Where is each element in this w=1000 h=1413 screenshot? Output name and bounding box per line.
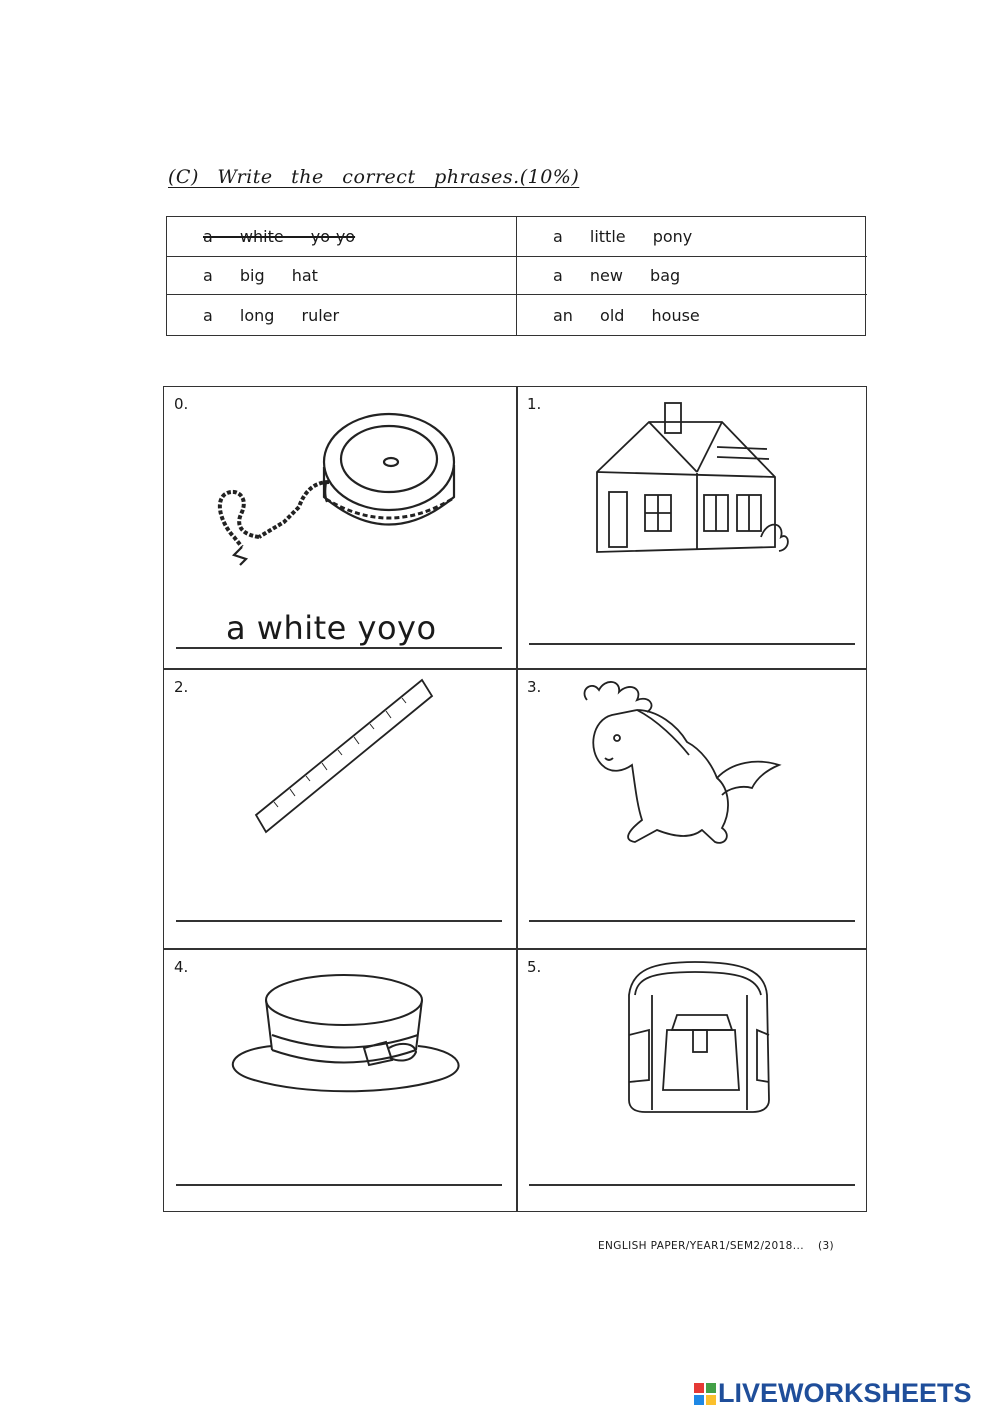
item-cell-5 — [517, 950, 867, 1211]
section-title: (C) Write the correct phrases.(10%) — [168, 166, 580, 188]
pony-picture — [517, 670, 867, 948]
brand-watermark — [694, 1378, 972, 1409]
brand-logo-icon — [694, 1383, 716, 1405]
hat-picture — [164, 950, 514, 1211]
item-number: 4. — [174, 958, 189, 976]
page-number: (3) — [817, 1240, 835, 1252]
item-cell-2 — [164, 670, 514, 948]
footer-text: ENGLISH PAPER/YEAR1/SEM2/2018... — [598, 1240, 804, 1252]
answer-line[interactable] — [529, 1184, 855, 1186]
item-number: 3. — [527, 678, 542, 696]
backpack-picture — [517, 950, 867, 1211]
item-cell-4 — [164, 950, 514, 1211]
item-cell-0 — [164, 387, 514, 668]
word-bank-cell: a little pony — [517, 217, 867, 257]
word-bank-cell: a new bag — [517, 257, 867, 295]
item-cell-3 — [517, 670, 867, 948]
item-cell-1 — [517, 387, 867, 668]
word-bank-cell: a white yo-yo — [167, 217, 517, 257]
answer-text: a white yoyo — [226, 609, 437, 647]
answer-line[interactable] — [176, 1184, 502, 1186]
word-bank-cell: a big hat — [167, 257, 517, 295]
item-number: 2. — [174, 678, 189, 696]
answer-line[interactable] — [529, 643, 855, 645]
picture-grid — [163, 386, 867, 1212]
word-bank-table — [166, 216, 866, 336]
house-picture — [517, 387, 867, 668]
item-number: 5. — [527, 958, 542, 976]
answer-line[interactable] — [529, 920, 855, 922]
answer-line[interactable] — [176, 920, 502, 922]
answer-line[interactable] — [176, 647, 502, 649]
brand-name: LIVEWORKSHEETS — [718, 1378, 972, 1408]
ruler-picture — [164, 670, 514, 948]
item-number: 0. — [174, 395, 189, 413]
word-bank-cell: a long ruler — [167, 295, 517, 335]
page-footer — [598, 1240, 834, 1252]
item-number: 1. — [527, 395, 542, 413]
word-bank-cell: an old house — [553, 305, 700, 325]
